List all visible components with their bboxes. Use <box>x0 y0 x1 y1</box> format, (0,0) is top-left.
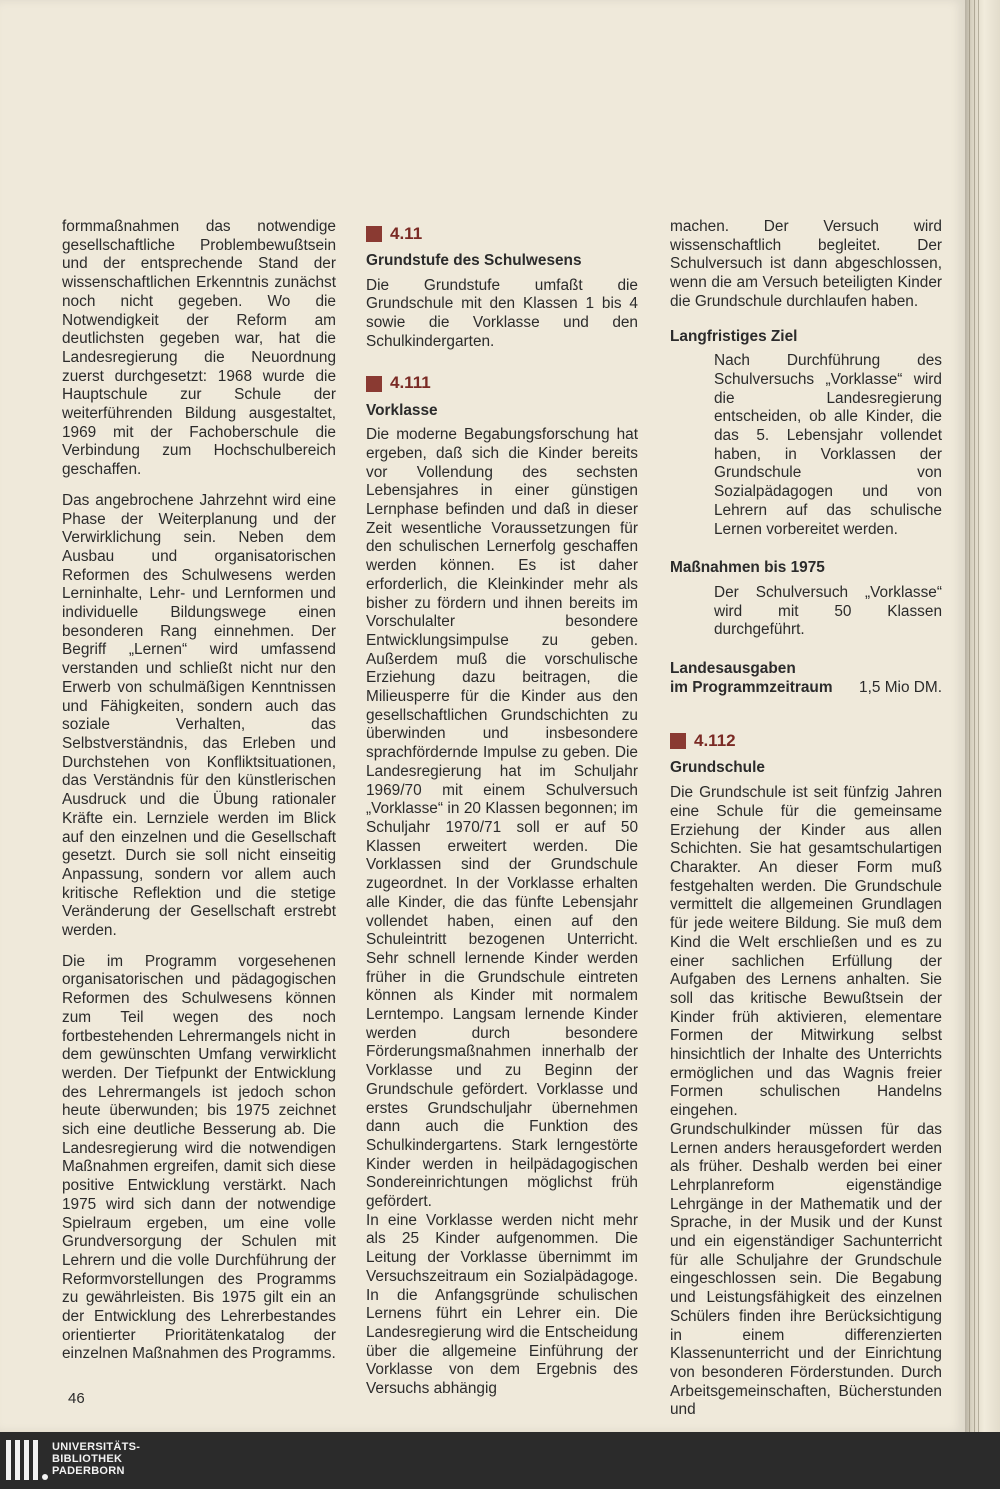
library-name-line: BIBLIOTHEK <box>52 1453 123 1465</box>
section-heading-4-112 <box>670 731 942 751</box>
section-number: 4.112 <box>694 731 736 751</box>
paragraph: machen. Der Versuch wird wissenschaftlich begleitet. Der Schulversuch ist dann abgeschlossen, wenn die am Versuch beteiligten Kinder die Grundschule durchlaufen haben. <box>670 218 942 310</box>
paragraph: Grundschulkinder müssen für das Lernen anders herausgefordert werden als früher. Deshalb werden bei einer Lehrplanreform eigenständige Lehrgänge in der Mathematik und der Sprache, in der Musik und der Kunst und ein eigenständiger Sachunterricht für alle Schuljahre der Grundschule eingeschlossen sein. Die Begabung und Leistungsfähigkeit des einzelnen Schülers finden ihre Berücksichtigung in einem differenzierten Klassenunterricht und der Einrichtung von besonderen Förderstunden. Durch Arbeitsgemeinschaften, Bücherstunden und <box>670 1120 942 1419</box>
budget-label: im Programmzeitraum <box>670 678 833 696</box>
library-name-line: UNIVERSITÄTS- <box>52 1441 141 1453</box>
paragraph: Die Grundstufe umfaßt die Grundschule mit den Klassen 1 bis 4 sowie die Vorklasse und den Schulkindergarten. <box>366 276 638 350</box>
section-number: 4.111 <box>390 373 431 393</box>
page-edge <box>965 0 1000 1432</box>
section-marker-icon <box>366 226 382 242</box>
library-name <box>52 1441 140 1477</box>
subheading-long-term-goal: Langfristiges Ziel <box>670 327 798 345</box>
library-name-line: PADERBORN <box>52 1465 125 1477</box>
paragraph: Das angebrochene Jahrzehnt wird eine Phase der Weiterplanung und der Verwirklichung sein. Neben dem Ausbau und organisatorischen Reformen des Schulwesens werden Lerninhalte, Lehr- und Lernformen und individuelle Bildungswege einen besonderen Rang einnehmen. Der Begriff „Lernen“ wird umfassend verstanden und schließt nicht nur den Erwerb von schulmäßigen Kenntnissen und Fähigkeiten, sondern auch das soziale Verhalten, das Selbstverständnis, das Erleben und Durchstehen von Konfliktsituationen, das Verständnis für den künstlerischen Ausdruck und die Übung rationaler Kräfte ein. Lernziele werden im Blick auf den einzelnen und die Gesellschaft gesetzt. Durch sie soll nicht einseitig Anpassung, sondern vor allem auch kritische Reflektion und die stetige Veränderung der Gesellschaft erstrebt werden. <box>62 491 336 940</box>
paragraph: formmaßnahmen das notwendige gesellschaftliche Problembewußtsein und der entsprechende Stand der wissenschaftlichen Erkenntnis zunächst noch nicht gegeben. Wo die Notwendigkeit der Reform am deutlichsten gegeben war, hat die Landesregierung die Neuordnung zuerst durchgesetzt: 1968 wurde die Hauptschule zur Schule der weiterführenden Bildung ausgestaltet, 1969 mit der Fachoberschule die Verbindung zum Hochschulbereich geschaffen. <box>62 218 336 479</box>
text-column-2 <box>366 224 638 1399</box>
paragraph: Die im Programm vorgesehenen organisatorischen und pädagogischen Reformen des Schulwesens können zum Teil wegen des noch fortbestehenden Lehrermangels nicht in dem gewünschten Umfang verwirklicht werden. Der Tiefpunkt der Entwicklung des Lehrermangels ist jedoch schon heute überwunden; bis 1975 zeichnet sich eine deutliche Besserung ab. Die Landesregierung wird die notwendigen Maßnahmen ergreifen, damit sich diese positive Entwicklung verstärkt. Nach 1975 wird sich dann der notwendige Spielraum ergeben, um eine volle Grundversorgung der Schulen mit Lehrern und die volle Durchführung der Reformvorstellungen des Programms zu gewährleisten. Bis 1975 gilt ein an der Entwicklung des Lehrerbestandes orientierter Prioritätenkatalog der einzelnen Maßnahmen des Programms. <box>62 952 336 1363</box>
indented-paragraph: Nach Durchführung des Schulversuchs „Vorklasse“ wird die Landesregierung entscheiden, ob alle Kinder, die das 5. Lebensjahr vollendet haben, in Vorklassen der Grundschule von Sozialpädagogen und von Lehrern auf das schulische Lernen vorbereitet werden. <box>714 352 942 538</box>
indented-paragraph: Der Schulversuch „Vorklasse“ wird mit 50 Klassen durchgeführt. <box>714 583 942 639</box>
paragraph: Die Grundschule ist seit fünfzig Jahren eine Schule für die gemeinsame Erziehung der Kinder aus allen Schichten. Sie hat gesamtschulartigen Charakter. An dieser Form muß festgehalten werden. Die Grundschule vermittelt die allgemeinen Grundlagen für jede weitere Bildung. Sie muß dem Kind die Welt erschließen und es zu einer sachlichen Erfüllung der Aufgaben des Lernens anhalten. Sie soll das kritische Bewußtsein der Kinder früh aktivieren, elementare Formen der Mitwirkung selbst hinsichtlich der Inhalte des Unterrichts ermöglichen und das Wagnis freier Formen schulischen Handelns eingehen. <box>670 784 942 1120</box>
section-title: Grundstufe des Schulwesens <box>366 252 582 269</box>
subheading-measures: Maßnahmen bis 1975 <box>670 559 825 577</box>
text-column-3 <box>670 218 942 1420</box>
section-marker-icon <box>366 376 382 392</box>
paragraph: Die moderne Begabungsforschung hat ergeben, daß sich die Kinder bereits vor Vollendung des sechsten Lebensjahres in einer günstigen Lernphase befinden und daß in dieser Zeit wesentliche Voraussetzungen für den schulischen Lernerfolg geschaffen werden können. Es ist daher erforderlich, die Kleinkinder mehr als bisher zu fördern und ihnen bereits im Vorschulalter besondere Entwicklungsimpulse zu geben. Außerdem muß die vorschulische Erziehung dazu beitragen, die Milieusperre für die Kinder aus den gesellschaftlichen Grundschichten zu überwinden und insbesondere sprachfördernde Impulse zu geben. Die Landesregierung hat im Schuljahr 1969/70 mit einem Schulversuch „Vorklasse“ in 20 Klassen begonnen; im Schuljahr 1970/71 soll er auf 50 Klassen erweitert werden. Die Vorklassen sind der Grundschule zugeordnet. In der Vorklasse erhalten alle Kinder, die das fünfte Lebensjahr vollendet haben, einen auf den Schuleintritt bezogenen Unterricht. Sehr schnell lernende Kinder werden früher in die Grundschule eintreten können als Kinder mit normalem Lerntempo. Langsam lernende Kinder werden durch besondere Förderungsmaßnahmen innerhalb der Vorklasse und zu Beginn der Grundschule gefördert. Vorklasse und erstes Grundschuljahr übernehmen dann auch die Funktion des Schulkindergartens. Stark lerngestörte Kinder werden in heilpädagogischen Sondereinrichtungen möglichst früh gefördert. <box>366 426 638 1211</box>
page-number: 46 <box>68 1390 85 1407</box>
budget-row <box>670 679 942 698</box>
library-logo-icon <box>6 1440 48 1480</box>
paragraph: In eine Vorklasse werden nicht mehr als 25 Kinder aufgenommen. Die Leitung der Vorklasse übernimmt im Versuchszeitraum ein Sozialpädagoge. In die Anfangsgründe schulischen Lernens führt ein Lehrer ein. Die Landesregierung wird die Entscheidung über die allgemeine Einführung der Vorklasse von dem Ergebnis des Versuchs abhängig <box>366 1211 638 1398</box>
section-title: Grundschule <box>670 759 765 777</box>
budget-label: Landesausgaben <box>670 660 796 678</box>
section-marker-icon <box>670 733 686 749</box>
library-footer-bar <box>0 1432 1000 1489</box>
section-number: 4.11 <box>390 223 423 243</box>
budget-block <box>670 660 942 697</box>
text-column-1 <box>62 218 336 1364</box>
section-title: Vorklasse <box>366 401 438 419</box>
section-heading-4-111 <box>366 374 638 394</box>
budget-amount: 1,5 Mio DM. <box>859 678 942 696</box>
section-heading-4-11 <box>366 224 638 244</box>
